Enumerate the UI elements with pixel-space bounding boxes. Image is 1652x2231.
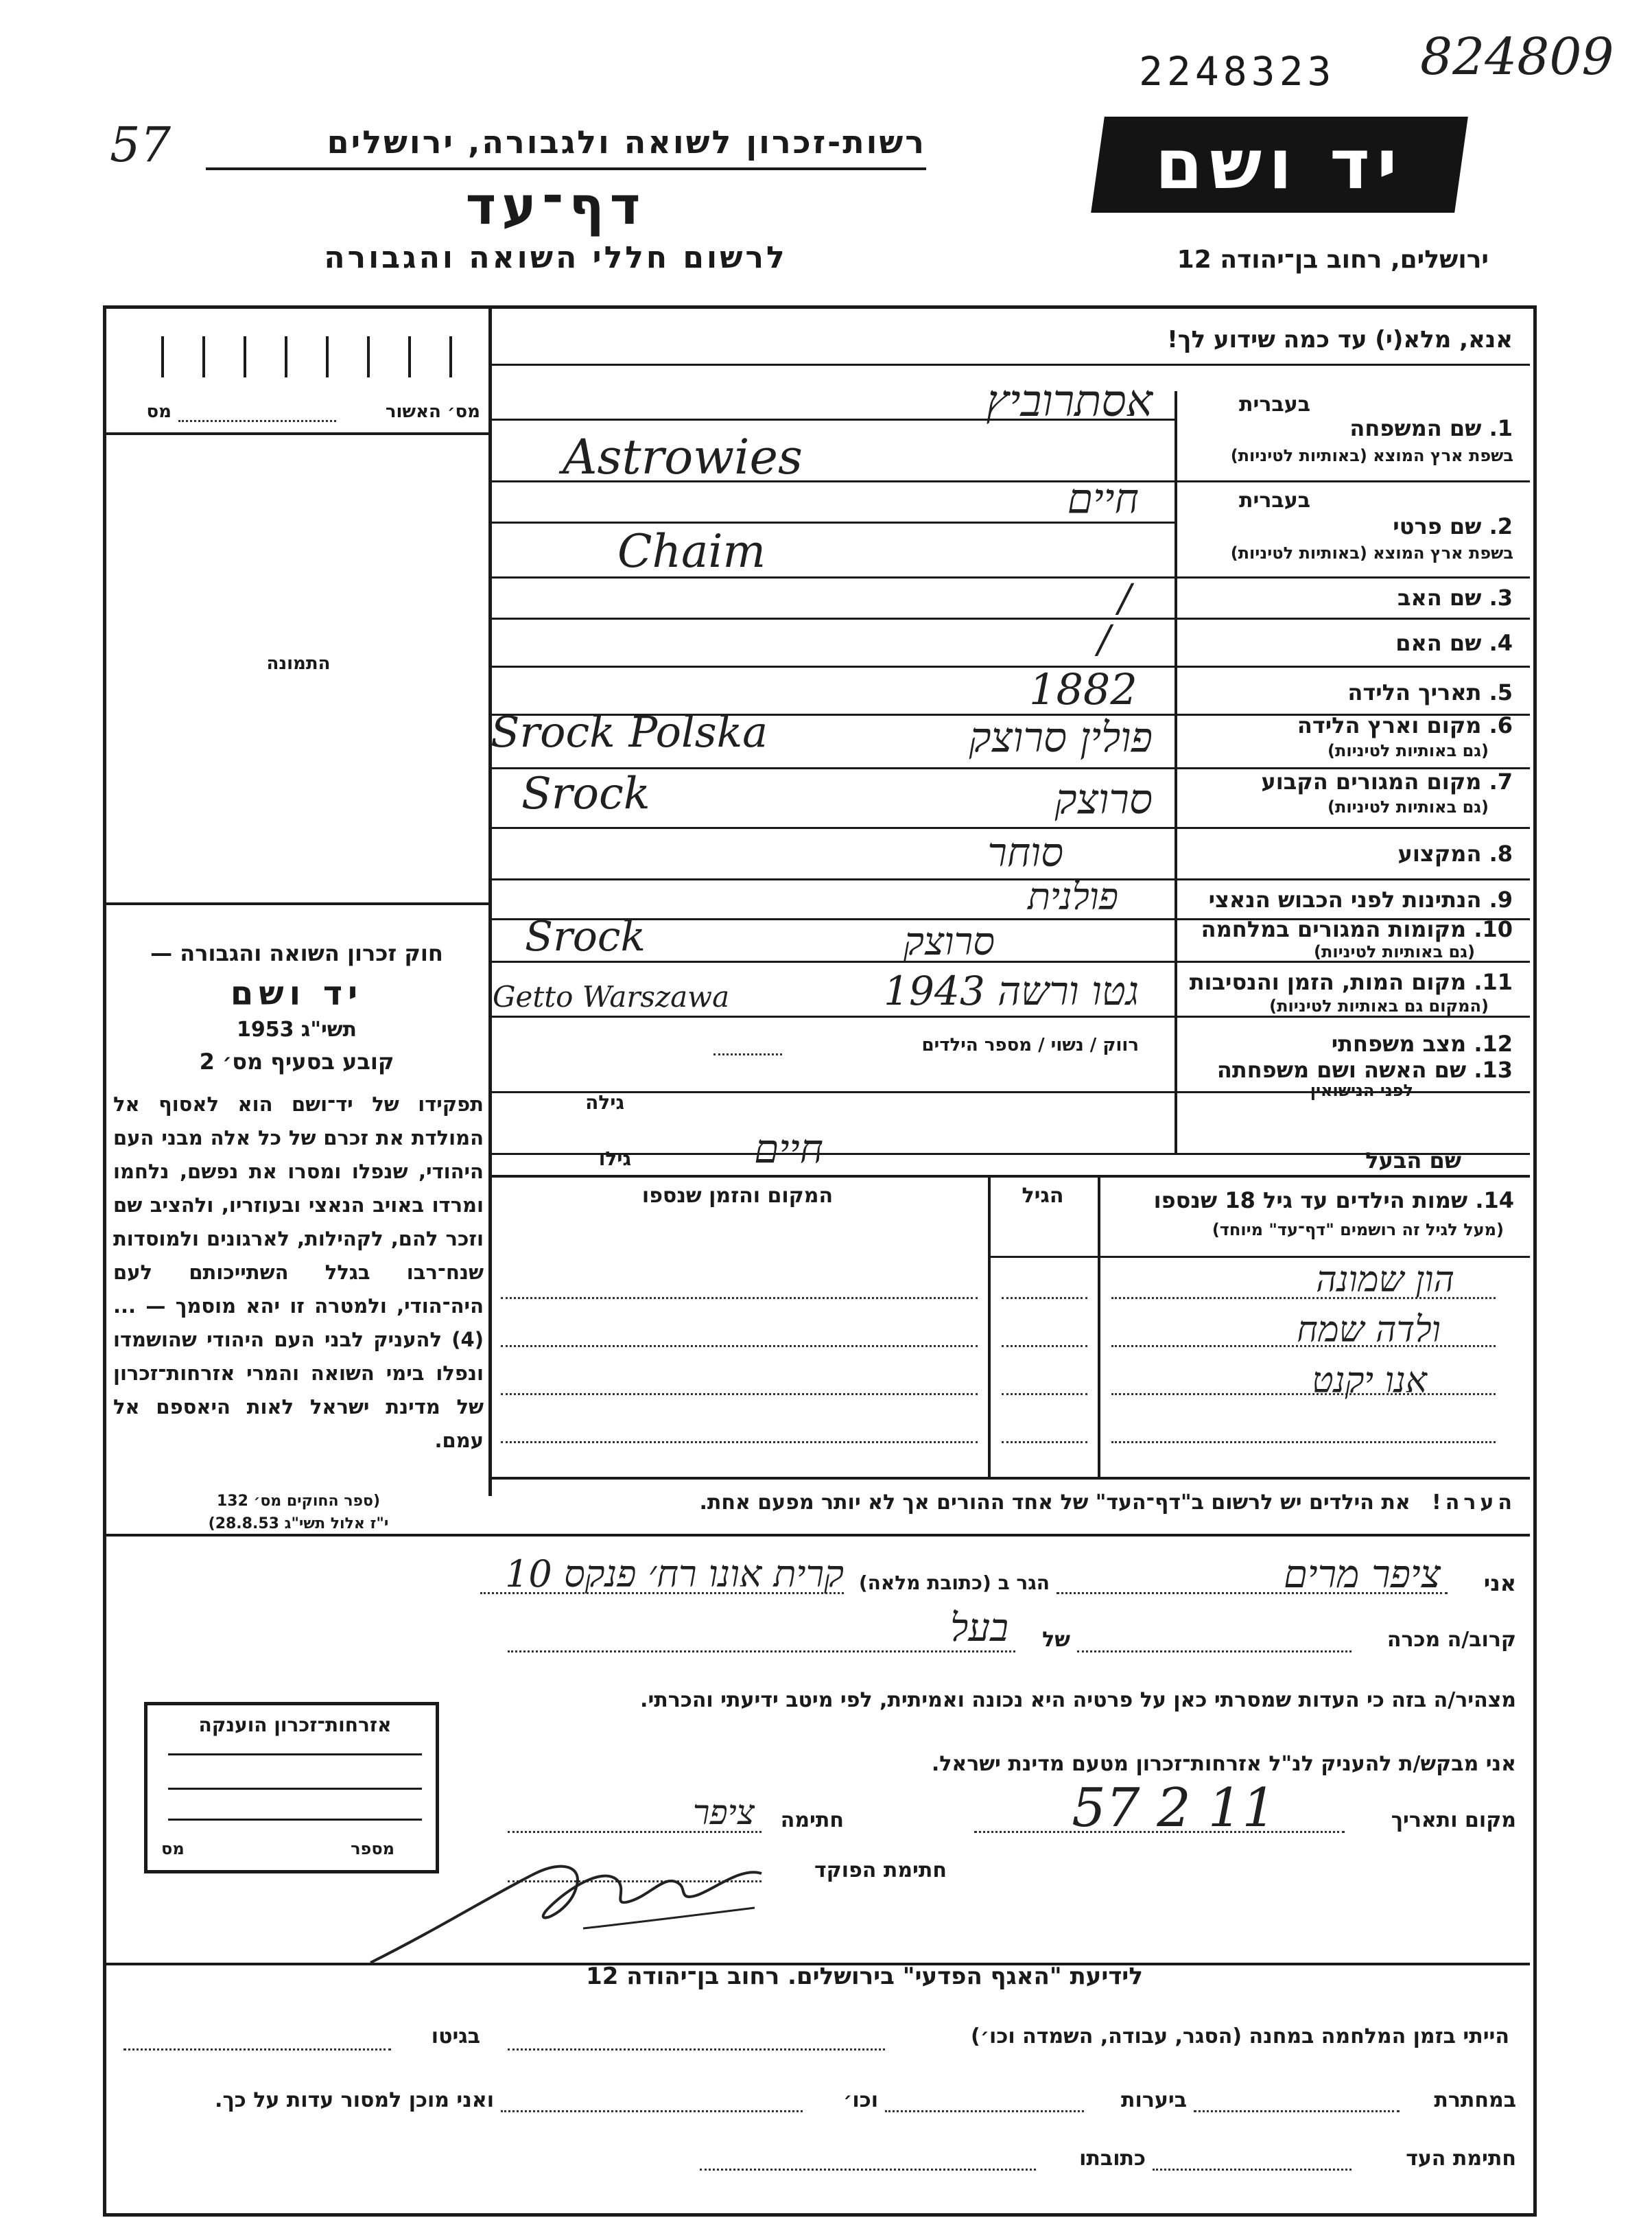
field-2-label: 2. שם פרטי <box>1393 513 1513 539</box>
field-3-value[interactable]: / <box>1118 576 1131 621</box>
children-col-place: המקום והזמן שנספו <box>641 1184 834 1208</box>
approval-number-field[interactable] <box>178 420 336 422</box>
law-year: תשי"ג 1953 <box>236 1018 357 1042</box>
law-source-2: י"ז אלול תשי"ג 28.8.53) <box>208 1515 389 1532</box>
field-7-value-latin[interactable]: Srock <box>521 769 650 819</box>
note-text <box>501 1491 1516 1515</box>
stamp-no-label: מס <box>161 1839 185 1858</box>
law-source-1: (ספר החוקים מס׳ 132 <box>216 1493 381 1510</box>
instruction-text: אנא, מלא(י) עד כמה שידוע לך! <box>1167 326 1513 353</box>
field-13-sub: לפני הנישואין <box>1310 1081 1413 1100</box>
children-col-age: הגיל <box>1022 1184 1064 1208</box>
field-6-value-hebrew[interactable]: פולין סרוצק <box>969 714 1153 762</box>
citizenship-request: אני מבקש/ת להעניק לנ"ל אזרחות־זכרון מטעם מדינת ישראל. <box>931 1752 1516 1776</box>
footer-address-label: כתובתו <box>1079 2147 1146 2171</box>
field-2-hebrew-tag: בעברית <box>1239 489 1310 513</box>
corner-mark: 57 <box>110 117 172 173</box>
field-10-label: 10. מקומות המגורים במלחמה <box>1201 916 1513 942</box>
declarant-label: אני <box>1483 1570 1516 1596</box>
field-8-label: 8. המקצוע <box>1397 841 1513 867</box>
relative-label: קרוב/ה מכרה <box>1386 1628 1516 1652</box>
field-1-sub: בשפת ארץ המוצא (באותיות לטיניות) <box>1230 446 1513 465</box>
field-1-label: 1. שם המשפחה <box>1349 415 1513 441</box>
law-logo: יד ושם <box>230 974 364 1013</box>
field-1-value-latin[interactable]: Astrowies <box>563 429 803 485</box>
child-name-3[interactable]: אנו יקנט <box>1312 1360 1427 1401</box>
note-label: הערה! <box>1432 1491 1516 1515</box>
instruction-underline <box>488 364 1530 366</box>
form-subtitle: לרשום חללי השואה והגבורה <box>324 240 788 275</box>
of-value[interactable]: בעל <box>950 1606 1008 1650</box>
signature-value[interactable]: ציפר <box>692 1792 755 1832</box>
field-12-options[interactable]: רווק / נשוי / מספר הילדים <box>921 1035 1139 1055</box>
footer-willing-label: ואני מוכן למסור עדות על כך. <box>215 2088 494 2112</box>
field-8-value[interactable]: סוחר <box>987 829 1063 876</box>
yad-vashem-logo <box>1091 117 1468 213</box>
field-11-label: 11. מקום המות, הזמן והנסיבות <box>1189 969 1513 995</box>
field-1-value-hebrew[interactable]: אסתרוביץ <box>986 376 1153 427</box>
footer-info: לידיעת "האגף הפדעי" בירושלים. רחוב בן־יהודה 12 <box>586 1963 1143 1990</box>
footer-camp-label: הייתי בזמן המלחמה במחנה (הסגר, עבודה, השמדה וכו׳) <box>971 2024 1509 2048</box>
law-title: חוק זכרון השואה והגבורה — <box>150 940 443 966</box>
field-7-value-hebrew[interactable]: סרוצק <box>1054 775 1153 824</box>
field-5-label: 5. תאריך הלידה <box>1347 679 1513 705</box>
photo-bottom-border <box>106 902 488 905</box>
approval-no-label: מס <box>146 401 172 422</box>
photo-column-divider <box>488 309 492 1496</box>
authority-name: רשות-זכרון לשואה ולגבורה, ירושלים <box>327 124 926 161</box>
form-title: דף־עד <box>465 175 646 236</box>
photo-label: התמונה <box>266 653 331 674</box>
header-address: ירושלים, רחוב בן־יהודה 12 <box>1177 246 1489 274</box>
footer-ghetto-label: בגיטו <box>431 2024 480 2048</box>
field-9-value[interactable]: פולנית <box>1027 875 1118 918</box>
footer-forests-label: ביערות <box>1121 2088 1187 2112</box>
field-10-value-hebrew[interactable]: סרוצק <box>904 920 995 964</box>
field-2-sub: בשפת ארץ המוצא (באותיות לטיניות) <box>1230 544 1513 563</box>
children-label: 14. שמות הילדים עד גיל 18 שנספו <box>1153 1187 1514 1213</box>
photo-top-border <box>106 432 488 435</box>
field-5-value[interactable]: 1882 <box>1029 664 1137 714</box>
child-name-2[interactable]: ולדה שמח <box>1297 1309 1441 1351</box>
field-4-value[interactable]: / <box>1098 618 1111 662</box>
field-10-sub: (גם באותיות לטיניות) <box>1314 942 1475 961</box>
field-7-sub: (גם באותיות לטיניות) <box>1328 797 1489 817</box>
field-11-value-hebrew[interactable]: גטו ורשה 1943 <box>884 968 1139 1014</box>
approval-label: מס׳ האשור <box>385 401 480 422</box>
field-2-value-hebrew[interactable]: חיים <box>1067 475 1139 523</box>
field-11-sub: (המקום גם באותיות לטיניות) <box>1269 996 1489 1016</box>
field-6-sub: (גם באותיות לטיניות) <box>1328 741 1489 760</box>
field-2-value-latin[interactable]: Chaim <box>617 525 766 578</box>
husband-label: שם הבעל <box>1365 1147 1461 1173</box>
field-11-value-latin[interactable]: Getto Warszawa <box>493 980 730 1014</box>
husband-value[interactable]: חיים <box>754 1125 823 1172</box>
label-column-divider <box>1175 391 1177 1153</box>
place-date-value[interactable]: 11 2 57 <box>1072 1777 1276 1839</box>
field-9-label: 9. הנתינות לפני הכבוש הנאצי <box>1208 887 1513 913</box>
child-name-1[interactable]: הון שמונה <box>1316 1259 1454 1300</box>
doc-number: 2248323 <box>1139 48 1336 95</box>
law-clause: קובע בסעיף מס׳ 2 <box>199 1049 394 1075</box>
declaration-statement: מצהיר/ה בזה כי העדות שמסרתי כאן על פרטיה היא נכונה ואמיתית, לפי מיטב ידיעתי והכרתי. <box>640 1688 1516 1712</box>
note-body: את הילדים יש לרשום ב"דף־העד" של אחד ההורים אך לא יותר מפעם אחת. <box>699 1491 1411 1515</box>
children-col-divider-1 <box>988 1175 991 1477</box>
law-text: תפקידו של יד־ושם הוא לאסוף אל המולדת את זכרם של כל אלה מבני העם היהודי, שנפלו ומסרו את נפשם, נלחמו ומרדו באויב הנאצי ובעוזריו, ולהציב שם וזכר להם, לקהילות, לארגונים ולמוסדות שנח־רבו בגלל השתייכותם לעם היה־הודי, ולמטרה זו יהא מוסמך — ...(4) להעניק לבני העם היהודי שהושמדו ונפלו בימי השואה והמרי אזרחות־זכרון של מדינת ישראל לאות היאספם אל עמם. <box>113 1093 484 1452</box>
field-4-label: 4. שם האם <box>1395 630 1513 656</box>
place-date-label: מקום ותאריך <box>1391 1808 1516 1832</box>
authority-underline <box>206 167 926 170</box>
logo-text: יד ושם <box>1155 124 1404 205</box>
declarant-name[interactable]: ציפר מרים <box>1283 1552 1441 1597</box>
field-1-hebrew-tag: בעברית <box>1239 393 1310 417</box>
footer-witness-signature-label: חתימת העד <box>1406 2147 1516 2171</box>
husband-age-label: גילו <box>598 1147 631 1170</box>
handwritten-number: 824809 <box>1420 27 1614 86</box>
footer-etc-label: וכו׳ <box>843 2088 878 2112</box>
footer-underground-label: במחתרת <box>1434 2088 1516 2112</box>
of-label: של <box>1042 1628 1070 1652</box>
resides-label: הגר ב (כתובת מלאה) <box>858 1572 1050 1594</box>
field-13-label: 13. שם האשה ושם משפחתה <box>1216 1057 1513 1083</box>
children-count-field[interactable] <box>713 1053 782 1055</box>
field-12-label: 12. מצב משפחתי <box>1331 1031 1513 1057</box>
field-6-value-latin[interactable]: Srock Polska <box>491 707 768 757</box>
field-7-label: 7. מקום המגורים הקבוע <box>1261 769 1513 795</box>
field-3-label: 3. שם האב <box>1397 585 1513 611</box>
field-6-label: 6. מקום וארץ הלידה <box>1297 712 1513 738</box>
field-10-value-latin[interactable]: Srock <box>525 913 646 961</box>
children-sub: (מעל לגיל זה רושמים "דף־עד" מיוחד) <box>1212 1220 1504 1239</box>
children-col-divider-2 <box>1098 1175 1100 1477</box>
citizenship-stamp-box <box>144 1702 439 1873</box>
resides-value[interactable]: קרית אונו רח׳ פנקס 10 <box>505 1552 844 1596</box>
officer-signature-label: חתימת הפוקד <box>814 1858 947 1882</box>
signature-label: חתימה <box>780 1808 844 1832</box>
tick-box <box>120 336 477 377</box>
stamp-title: אזרחות־זכרון הוענקה <box>198 1714 392 1736</box>
stamp-number-label: מספר <box>351 1839 394 1858</box>
wife-age-label: גילה <box>585 1091 624 1114</box>
